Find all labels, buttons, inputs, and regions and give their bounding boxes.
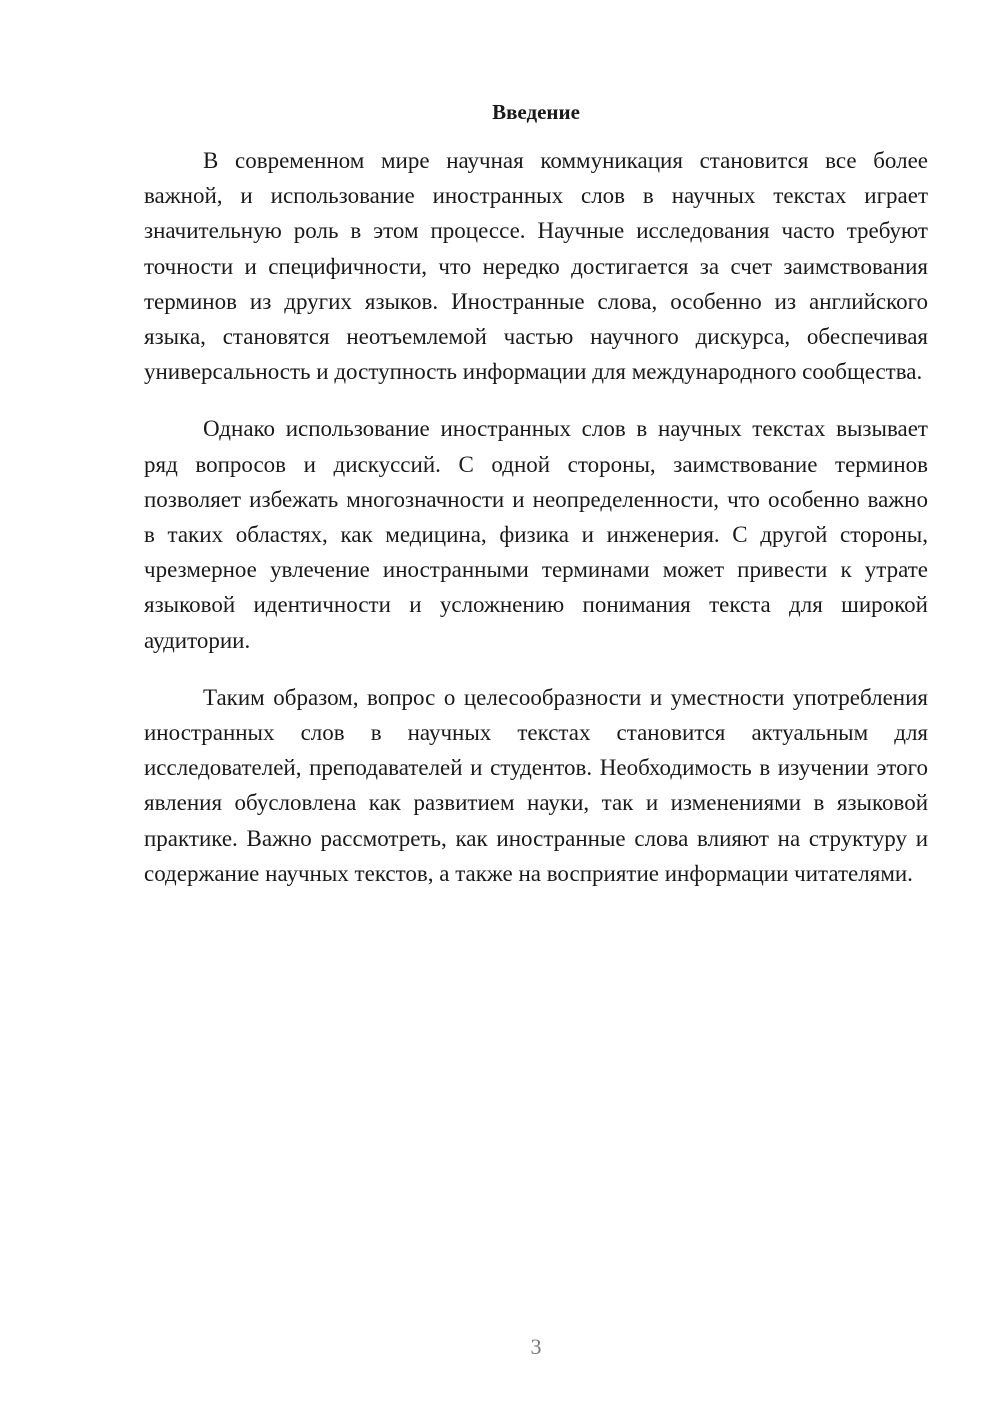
paragraph-2: Однако использование иностранных слов в научных текстах вызывает ряд вопросов и дискуссий. С одной стороны, заимствование терминов позволяет избежать многозначности и неопределенности, что особенно важно в таких областях, как медицина, физика и инженерия. С другой стороны, чрезмерное увлечение иностранными терминами может привести к утрате языковой идентичности и усложнению понимания текста для широкой аудитории. — [144, 416, 928, 653]
section-title: Введение — [492, 100, 580, 124]
paragraph-1: В современном мире научная коммуникация становится все более важной, и использование иностранных слов в научных текстах играет значительную роль в этом процессе. Научные исследования часто требуют точности и специфичности, что нередко достигается за счет заимствования терминов из других языков. Иностранные слова, особенно из английского языка, становятся неотъемлемой частью научного дискурса, обеспечивая универсальность и доступность информации для международного сообщества. — [144, 148, 928, 385]
page-number: 3 — [530, 1334, 542, 1359]
body-text — [144, 143, 928, 913]
paragraph-3: Таким образом, вопрос о целесообразности и уместности употребления иностранных слов в научных текстах становится актуальным для исследователей, преподавателей и студентов. Необходимость в изучении этого явления обусловлена как развитием науки, так и изменениями в языковой практике. Важно рассмотреть, как иностранные слова влияют на структуру и содержание научных текстов, а также на восприятие информации читателями. — [144, 684, 928, 886]
